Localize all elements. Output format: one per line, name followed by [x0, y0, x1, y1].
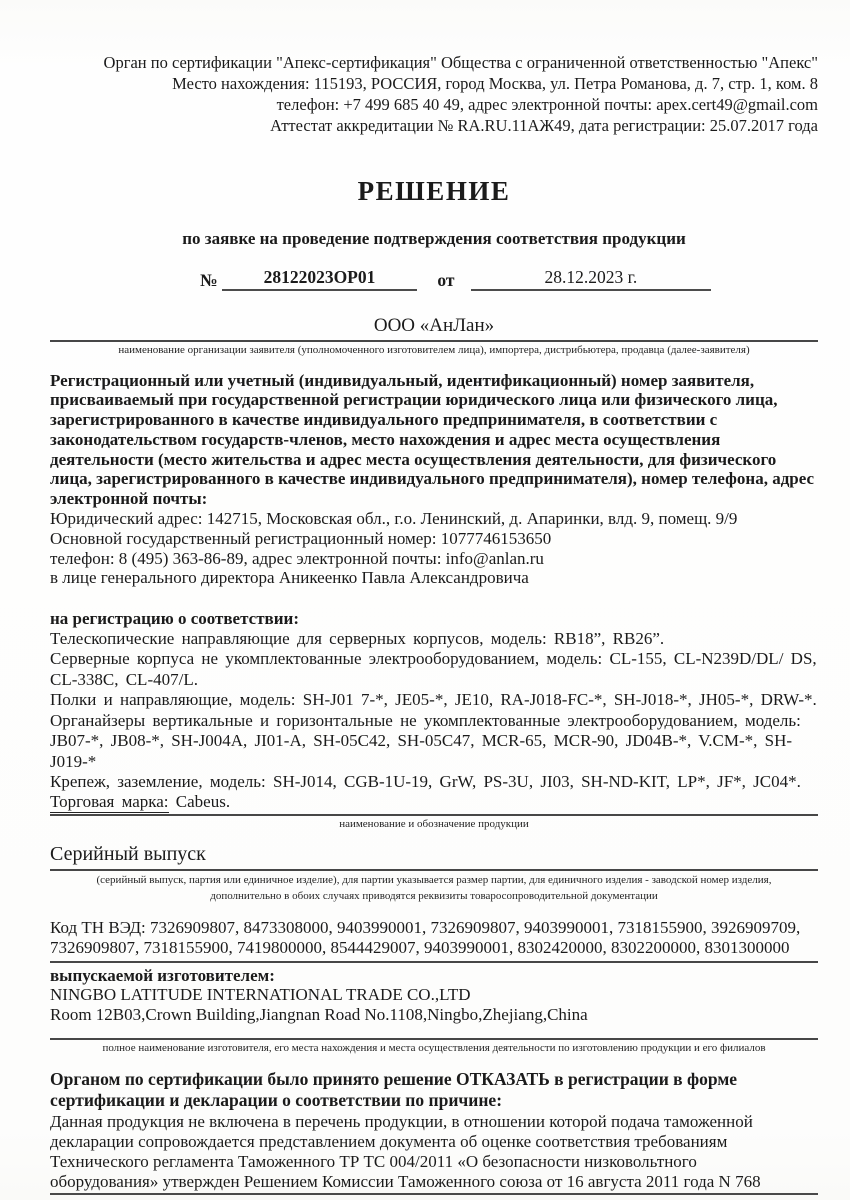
- manufacturer-address: Room 12B03,Crown Building,Jiangnan Road No.1108,Ningbo,Zhejiang,China: [50, 1005, 588, 1025]
- registration-heading: на регистрацию о соответствии:: [50, 609, 299, 629]
- serial-separator-rule: [50, 869, 818, 871]
- serial-caption-line2: дополнительно в обоих случаях приводятся реквизиты товаросопроводительной документации: [210, 889, 658, 902]
- legal-address-line: Юридический адрес: 142715, Московская обл., г.о. Ленинский, д. Апаринки, влд. 9, помещ. 9/9: [50, 509, 738, 529]
- header-line-accreditation: Аттестат аккредитации № RA.RU.11АЖ49, дата регистрации: 25.07.2017 года: [270, 116, 818, 135]
- director-line: в лице генерального директора Аникеенко Павла Александровича: [50, 568, 529, 588]
- product-item-fasteners: [50, 772, 818, 813]
- header-line-address: Место нахождения: 115193, РОССИЯ, город Москва, ул. Петра Романова, д. 7, стр. 1, ком. 8: [172, 74, 818, 93]
- reason-line-underlined: оборудования» утвержден Решением Комиссии Таможенного союза от 16 августа 2011 года N 768: [50, 1172, 818, 1195]
- ogrn-line: Основной государственный регистрационный номер: 1077746153650: [50, 528, 552, 548]
- trademark-label: Торговая марка:: [50, 792, 169, 812]
- manufacturer-caption: полное наименование изготовителя, его места нахождения и места осуществления деятельности по изготовлению продукции и его филиалов: [102, 1042, 766, 1055]
- decision-date: 28.12.2023 г.: [471, 267, 711, 291]
- fasteners-text: Крепеж, заземление, модель: SH-J014, CGB-1U-19, GrW, PS-3U, JI03, SH-ND-KIT, LP*, JF*, JC04*.: [50, 771, 801, 791]
- requisites-paragraph: Регистрационный или учетный (индивидуальный, идентификационный) номер заявителя, присваиваемый при государственной регистрации юридического лица или физического лица, зарегистрированного в качестве индивидуального предпринимателя, в соответствии с законодательством государств-членов, место нахождения и адрес места осуществления деятельности (место жительства и адрес места осуществления деятельности, для физического лица, зарегистрированного в качестве индивидуального предпринимателя), номер телефона, адрес электронной почты:: [50, 370, 815, 509]
- applicant-separator-rule: [50, 340, 818, 342]
- manufacturer-heading: выпускаемой изготовителем:: [50, 965, 275, 985]
- header-line-contacts: телефон: +7 499 685 40 49, адрес электронной почты: apex.cert49@gmail.com: [276, 95, 818, 114]
- decision-number-line: [50, 267, 818, 291]
- applicant-name: ООО «АнЛан»: [373, 315, 495, 336]
- reason-line: Данная продукция не включена в перечень продукции, в отношении которой подача таможенной: [50, 1111, 753, 1131]
- product-item-cases: Серверные корпуса не укомплектованные электрооборудованием, модель: CL-155, CL-N239D/DL/ DS, CL-338C, CL-407/L.: [50, 649, 817, 689]
- reason-line: декларации сопровождается представлением документа об оценке соответствия требованиям: [50, 1131, 728, 1151]
- product-item-rails: Телескопические направляющие для серверных корпусов, модель: RB18”, RB26”.: [50, 629, 665, 649]
- header-line-org: Орган по сертификации "Апекс-сертификация" Общества с ограниченной ответственностью "Апекс": [103, 53, 818, 72]
- serial-caption-line1: (серийный выпуск, партия или единичное изделие), для партии указывается размер партии, для единичного изделия - заводской номер изделия,: [96, 874, 772, 887]
- product-item-shelves: Полки и направляющие, модель: SH-J01 7-*, JE05-*, JE10, RA-J018-FC-*, SH-J018-*, JH05-*, DRW-*. Органайзеры вертикальные и горизонтальные не укомплектованные электрооборудованием, модель: JB07-*, JB08-*, SH-J004A, JI01-A, SH-05C42, SH-05C47, MCR-65, MCR-90, JD04B-*, V.CM-*, SH-J019-*: [50, 690, 817, 771]
- trademark-value: Cabeus.: [175, 792, 231, 812]
- from-label: от: [437, 270, 455, 290]
- reason-line: Технического регламента Таможенного ТР ТС 004/2011 «О безопасности низковольтного: [50, 1151, 697, 1171]
- doc-subtitle: по заявке на проведение подтверждения соответствия продукции: [182, 229, 686, 248]
- products-separator-rule: [50, 814, 818, 816]
- decision-number: 28122023ОР01: [222, 267, 417, 291]
- products-caption: наименование и обозначение продукции: [339, 817, 529, 830]
- serial-issue-label: Серийный выпуск: [50, 843, 206, 866]
- applicant-caption: наименование организации заявителя (уполномоченного изготовителем лица), импортера, дистрибьютера, продавца (далее-заявителя): [118, 344, 750, 356]
- doc-title: РЕШЕНИЕ: [357, 176, 511, 206]
- applicant-contacts-line: телефон: 8 (495) 363-86-89, адрес электронной почты: info@anlan.ru: [50, 548, 544, 568]
- decision-heading: Органом по сертификации было принято решение ОТКАЗАТЬ в регистрации в форме сертификации и декларации о соответствии по причине:: [50, 1068, 738, 1111]
- number-sign: №: [200, 270, 218, 290]
- manufacturer-name: NINGBO LATITUDE INTERNATIONAL TRADE CO.,LTD: [50, 985, 471, 1005]
- certification-body-header: [50, 52, 818, 136]
- manufacturer-separator-rule: [50, 1038, 818, 1040]
- tnved-codes: Код ТН ВЭД: 7326909807, 8473308000, 9403990001, 7326909807, 9403990001, 7318155900, 3926909709, 7326909807, 7318155900, 7419800000, 8544429007, 9403990001, 8302420000, 8302200000, 8301300000: [50, 918, 818, 962]
